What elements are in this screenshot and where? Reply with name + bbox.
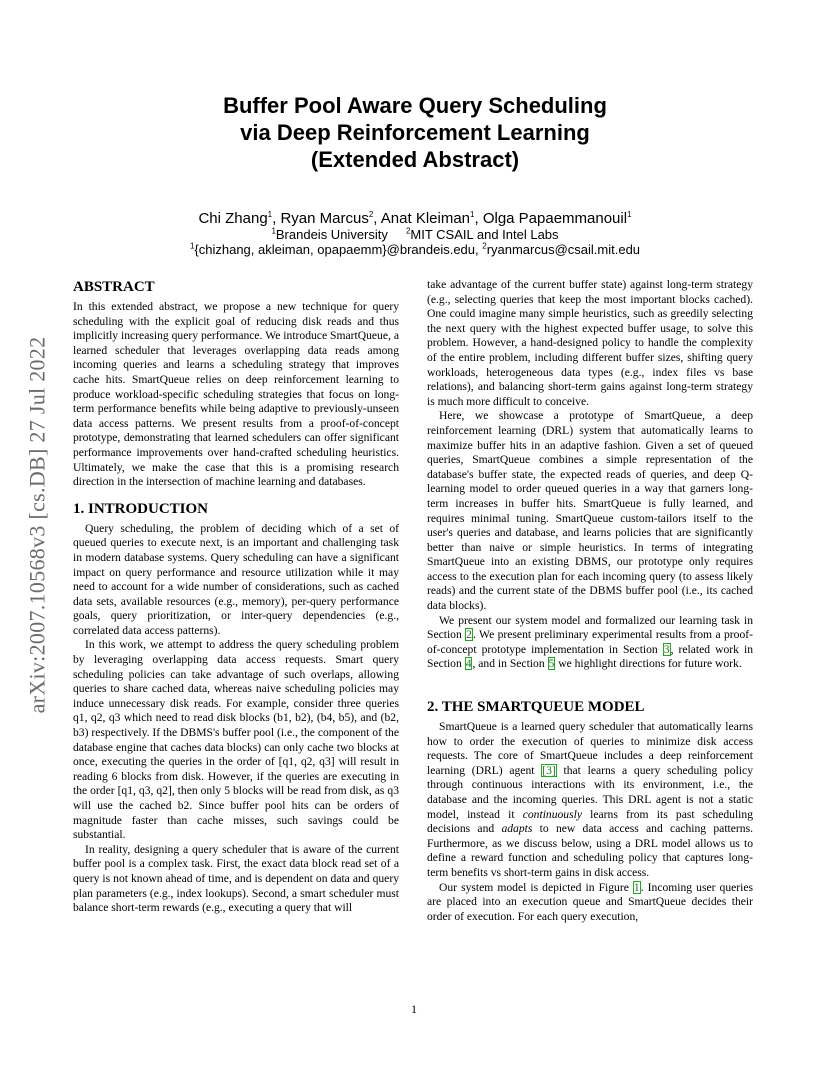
email-text: ryanmarcus@csail.mit.edu [486,242,641,257]
author-name: Chi Zhang [198,210,268,227]
citation-link[interactable]: [3] [542,763,556,777]
section-ref-link[interactable]: 2 [466,628,472,642]
email-mark: 1 [189,241,195,251]
abstract-text: In this extended abstract, we propose a new technique for query scheduling with the explicit goal of reducing disk reads and thus implicitly increasing query performance. We introduce SmartQueue, a learned scheduler that leverages overlapping data reads among incoming queries and learns a scheduling strategy that improves cache hits. SmartQueue relies on deep reinforcement learning to produce workload-specific scheduling strategies that focus on long-term performance benefits while being adaptive to previously-unseen data access patterns. We present results from a proof-of-concept prototype, demonstrating that learned schedulers can offer significant performance improvements over hand-crafted scheduling heuristics. Ultimately, we make the case that this is a promising research direction in the intersection of machine learning and databases. [73,300,399,489]
author-names: Chi Zhang$^1$, Ryan Marcus$^2$, Anat Kleiman$^1$, Olga Papaemmanouil$^1$ [198,210,632,227]
intro-paragraph-2: In this work, we attempt to address the query scheduling problem by leveraging overlapping data access requests. Smart query scheduling policies can take advantage of such overlaps, allowing queries to share cached data, whereas naive scheduling policies may induce unnecessary disk reads. For example, consider three queries q1, q2, q3 which need to read disk blocks (b1, b2), (b4, b5), and (b2, b3) respectively. If the DBMS's buffer pool (i.e., the component of the database engine that caches data blocks) can only cache two blocks at once, executing the queries in the order of [q1, q2, q3] will result in reading 6 blocks from disk. However, if the queries are executing in the order [q1, q3, q2], then only 5 blocks will be read from disk, as q3 will use the cached b2. Since buffer pool hits can be orders of magnitude faster than cache misses, such savings could be substantial. [73,638,399,842]
title-line-1: Buffer Pool Aware Query Scheduling [223,93,607,118]
section-ref-link[interactable]: 3 [663,642,670,656]
affiliation-mark: 1 [271,226,276,236]
model-paragraph-1: SmartQueue is a learned query scheduler that automatically learns how to order the execution of queries to minimize disk access requests. The core of SmartQueue includes a deep reinforcement learning (DRL) agent [3] that learns a query scheduling policy through continuous interactions with its environment, i.e., the database and the incoming queries. This DRL agent is not a static model, instead it continuously learns from its past scheduling decisions and adapts to new data access and caching patterns. Furthermore, as we discuss below, using a DRL model allows us to define a reward function and scheduling policy that captures long-term benefits vs short-term gains in disk access. [427,720,754,879]
page-number: 1 [411,1002,417,1016]
intro-paragraph-3: In reality, designing a query scheduler that is aware of the current buffer pool is a complex task. First, the exact data block read set of a query is not known ahead of time, and is dependent on data and query plan parameters (e.g., index lookups). Second, a smart scheduler must balance short-term rewards (e.g., executing a query that will [73,842,399,915]
intro-paragraph-3-continued: take advantage of the current buffer state) against long-term strategy (e.g., selecting queries that keep the most important blocks cached). One could imagine many simple heuristics, such as greedily selecting the next query with the highest expected buffer usage, to solve this problem. However, a hand-designed policy to handle the complexity of the entire problem, including different buffer sizes, shifting query workloads, heterogeneous data types (e.g., index files vs base relations), and balancing short-term gains against long-term strategy is much more difficult to conceive. [427,278,753,408]
intro-paragraph-5: We present our system model and formalized our learning task in Section 2. We present preliminary experimental results from a proof-of-concept prototype implementation in Section 3, related work in Section 4, and in Section 5 we highlight directions for future work. [427,613,753,671]
affiliations [90,227,740,242]
email-text: {chizhang, akleiman, opapaemm}@brandeis.edu, [194,242,483,257]
right-column [427,278,753,924]
section-ref-link[interactable]: 5 [548,657,555,671]
paper-title [90,92,740,173]
affiliation-name: MIT CSAIL and Intel Labs [410,227,559,242]
model-paragraph-2: Our system model is depicted in Figure 1. Incoming user queries are placed into an execution queue and SmartQueue decides their order of execution. For each query execution, [427,880,753,923]
arxiv-identifier-text: arXiv:2007.10568v3 [cs.DB] 27 Jul 2022 [24,336,50,714]
intro-heading: 1. INTRODUCTION [73,500,209,517]
author-name: Ryan Marcus [280,210,369,227]
title-line-2: via Deep Reinforcement Learning [240,120,590,145]
intro-paragraph-1: Query scheduling, the problem of deciding which of a set of queued queries to execute next, is an important and challenging task in modern database systems. Query scheduling can have a significant impact on query performance and resource utilization while it may need to account for a wide number of considerations, such as cached data sets, available resources (e.g., memory), per-query performance goals, query prioritization, or inter-query dependencies (e.g., correlated data access patterns). [73,521,399,637]
author-mark: 1 [627,210,632,219]
author-mark: 2 [368,210,374,219]
email-mark: 2 [482,241,487,251]
author-block [90,210,740,257]
author-name: Anat Kleiman [380,210,471,227]
intro-paragraph-4: Here, we showcase a prototype of SmartQueue, a deep reinforcement learning (DRL) system that automatically learns to maximize buffer hits in an adaptive fashion. Given a set of queued queries, SmartQueue combines a simple representation of the database's buffer state, the expected reads of queries, and deep Q-learning model to order queued queries in a way that garners long-term increases in buffer hits. SmartQueue is fully learned, and requires minimal tuning. SmartQueue custom-tailors itself to the user's queries and database, and learns policies that are significantly better than naive or simple heuristics. In terms of integrating SmartQueue into an existing DBMS, our prototype only requires access to the execution plan for each incoming query (to assess likely reads) and the current state of the DBMS buffer pool (i.e., its cached data blocks). [427,409,753,613]
abstract-heading: ABSTRACT [73,279,155,295]
affiliation-name: Brandeis University [275,227,388,242]
model-heading: 2. THE SMARTQUEUE MODEL [427,699,645,716]
arxiv-identifier [20,290,54,760]
author-mark: 1 [267,210,273,219]
author-name: Olga Papaemmanouil [482,210,628,227]
author-mark: 1 [470,210,475,219]
left-column [73,278,399,916]
figure-ref-link[interactable]: 1 [633,880,640,894]
section-ref-link[interactable]: 4 [465,657,472,671]
affiliation-mark: 2 [405,226,411,236]
author-emails [90,242,740,257]
title-line-3: (Extended Abstract) [310,147,520,172]
